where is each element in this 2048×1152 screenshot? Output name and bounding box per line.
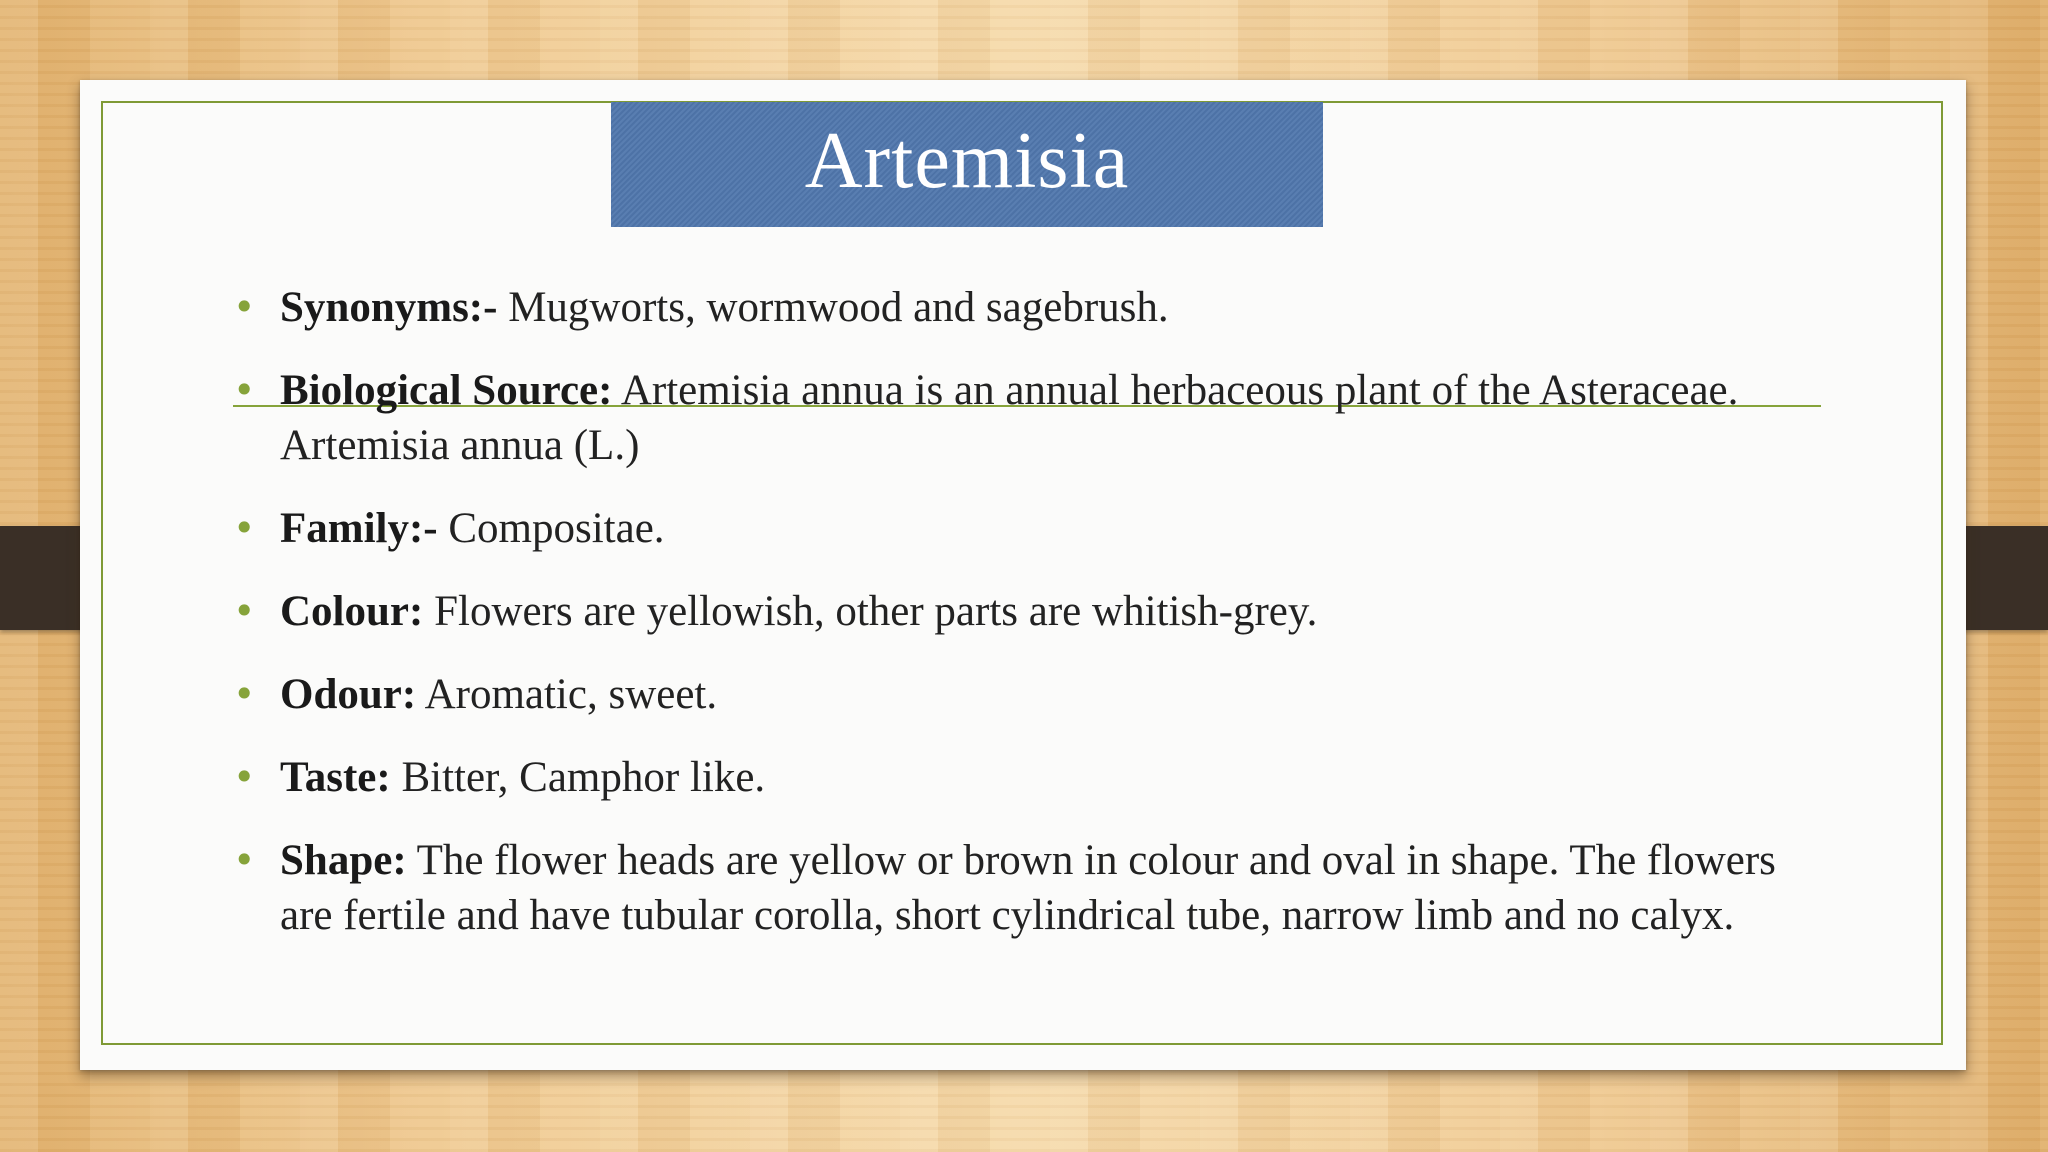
bullet-icon: •	[233, 755, 256, 799]
item-label: Colour:	[280, 588, 424, 635]
list-item-shape	[230, 833, 1930, 943]
slide-paper	[80, 80, 1966, 1070]
item-text: The flower heads are yellow or brown in colour and oval in shape. The flowers	[416, 837, 1776, 884]
bullet-icon: •	[233, 285, 256, 329]
slide-title: Artemisia	[804, 116, 1130, 205]
item-label: Odour:	[280, 671, 417, 718]
bullet-list	[230, 280, 1930, 971]
item-text: Flowers are yellowish, other parts are whitish-grey.	[434, 588, 1318, 635]
item-label: Family:-	[280, 505, 438, 552]
bullet-icon: •	[233, 838, 256, 882]
item-label: Synonyms:-	[280, 284, 498, 331]
list-item-taste	[230, 750, 1930, 805]
title-banner	[611, 102, 1323, 227]
list-item-colour	[230, 584, 1930, 639]
item-text: Aromatic, sweet.	[424, 671, 718, 718]
bullet-icon: •	[233, 672, 256, 716]
list-item-odour	[230, 667, 1930, 722]
bullet-icon: •	[233, 506, 256, 550]
item-text: Bitter, Camphor like.	[401, 754, 766, 801]
item-text-continued: Artemisia annua (L.)	[280, 422, 640, 469]
bullet-icon: •	[233, 589, 256, 633]
item-text: Mugworts, wormwood and sagebrush.	[508, 284, 1169, 331]
item-text: Artemisia annua is an annual herbaceous plant of the Asteraceae.	[620, 367, 1739, 414]
list-item-synonyms	[230, 280, 1930, 335]
list-item-biological-source	[230, 363, 1930, 473]
item-label: Biological Source:	[280, 367, 613, 414]
list-item-family	[230, 501, 1930, 556]
item-text-continued: are fertile and have tubular corolla, short cylindrical tube, narrow limb and no calyx.	[280, 892, 1735, 939]
bullet-icon: •	[233, 368, 256, 412]
item-text: Compositae.	[448, 505, 665, 552]
item-label: Shape:	[280, 837, 407, 884]
item-label: Taste:	[280, 754, 391, 801]
